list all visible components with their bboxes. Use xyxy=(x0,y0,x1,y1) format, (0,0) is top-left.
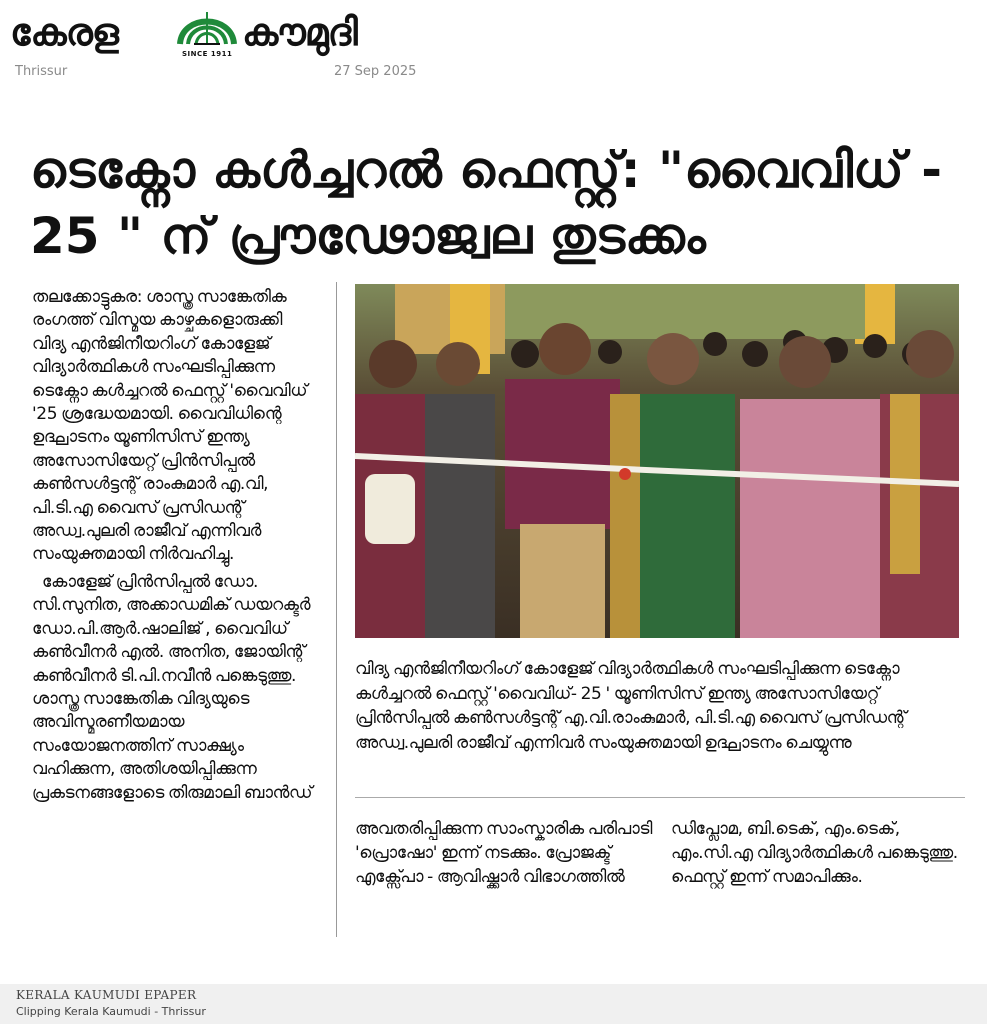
edition-date: 27 Sep 2025 xyxy=(334,64,417,79)
article-headline: ടെക്നോ കൾച്ചറൽ ഫെസ്റ്റ്: "വൈവിധ് - 25 " ന് പ്രൗഢോജ്വല തുടക്കം xyxy=(30,141,942,265)
article-photo xyxy=(355,284,959,638)
article-paragraph-2: കോളേജ് പ്രിൻസിപ്പൽ ഡോ. സി.സുനിത, അക്കാഡമിക് ഡയറക്ടർ ഡോ.പി.ആർ.ഷാലിജ് , വൈവിധ് കൺവീനർ എൽ. അനിത, ജോയിന്റ് കൺവീനർ ടി.പി.നവീൻ പങ്കെടുത്തു. ശാസ്ത്ര സാങ്കേതിക വിദ്യയുടെ അവിസ്മരണീയമായ സംയോജനത്തിന് സാക്ഷ്യം വഹിക്കുന്ന, അതിശയിപ്പിക്കുന്ന പ്രകടനങ്ങളോടെ തിരുമാലി ബാൻഡ് xyxy=(32,571,313,803)
article-column-3: ഡിപ്ലോമ, ബി.ടെക്, എം.ടെക്, എം.സി.എ വിദ്യാർത്ഥികൾ പങ്കെടുത്തു. ഫെസ്റ്റ് ഇന്ന് സമാപിക്കും. xyxy=(671,819,958,887)
caption-rule xyxy=(355,797,965,798)
article-column-2: അവതരിപ്പിക്കുന്ന സാംസ്കാരിക പരിപാടി 'പ്രൊഷോ' ഇന്ന് നടക്കും. പ്രോജക്ട് എക്സ്പോ - ആവിഷ്ക്കാർ വിഭാഗത്തിൽ xyxy=(355,819,652,887)
edition-label: Thrissur xyxy=(15,64,68,79)
footer-clipping: Clipping Kerala Kaumudi - Thrissur xyxy=(16,1005,206,1018)
article-paragraph-1: തലക്കോട്ടുകര: ശാസ്ത്ര സാങ്കേതിക രംഗത്ത് വിസ്മയ കാഴ്ചകളൊരുക്കി വിദ്യ എൻജിനീയറിംഗ് കോളേജ് വിദ്യാർത്ഥികൾ സംഘടിപ്പിക്കുന്ന ടെക്നോ കൾച്ചറൽ ഫെസ്റ്റ് 'വൈവിധ് '25 ശ്രദ്ധേയമായി. വൈവിധിന്റെ ഉദ്ഘാടനം യൂണിസിസ് ഇന്ത്യ അസോസിയേറ്റ് പ്രിൻസിപ്പൽ കൺസൾട്ടന്റ് രാംകുമാർ എ.വി, പി.ടി.എ വൈസ് പ്രസിഡന്റ് അഡ്വ.പുലരി രാജീവ് എന്നിവർ സംയുക്തമായി നിർവഹിച്ചു. xyxy=(32,287,308,565)
article-column-1 xyxy=(32,286,320,805)
ribbon-cutting-photo xyxy=(355,284,959,638)
photo-caption: വിദ്യ എൻജിനീയറിംഗ് കോളേജ് വിദ്യാർത്ഥികൾ സംഘടിപ്പിക്കുന്ന ടെക്നോ കൾച്ചറൽ ഫെസ്റ്റ് 'വൈവിധ്- 25 ' യൂണിസിസ് ഇന്ത്യ അസോസിയേറ്റ് പ്രിൻസിപ്പൽ കൺസൾട്ടന്റ് എ.വി.രാംകുമാർ, പി.ടി.എ വൈസ് പ്രസിഡന്റ് അഡ്വ.പുലരി രാജീവ് എന്നിവർ സംയുക്തമായി ഉദ്ഘാടനം ചെയ്യുന്നു xyxy=(355,659,907,753)
column-divider xyxy=(336,282,337,937)
masthead-name-left: കേരള xyxy=(10,10,118,54)
footer-brand: KERALA KAUMUDI EPAPER xyxy=(16,988,197,1002)
since-label: SINCE 1911 xyxy=(182,50,233,58)
masthead xyxy=(10,4,410,60)
masthead-name-right: കൗമുദി xyxy=(242,10,357,54)
footer xyxy=(0,984,987,1024)
